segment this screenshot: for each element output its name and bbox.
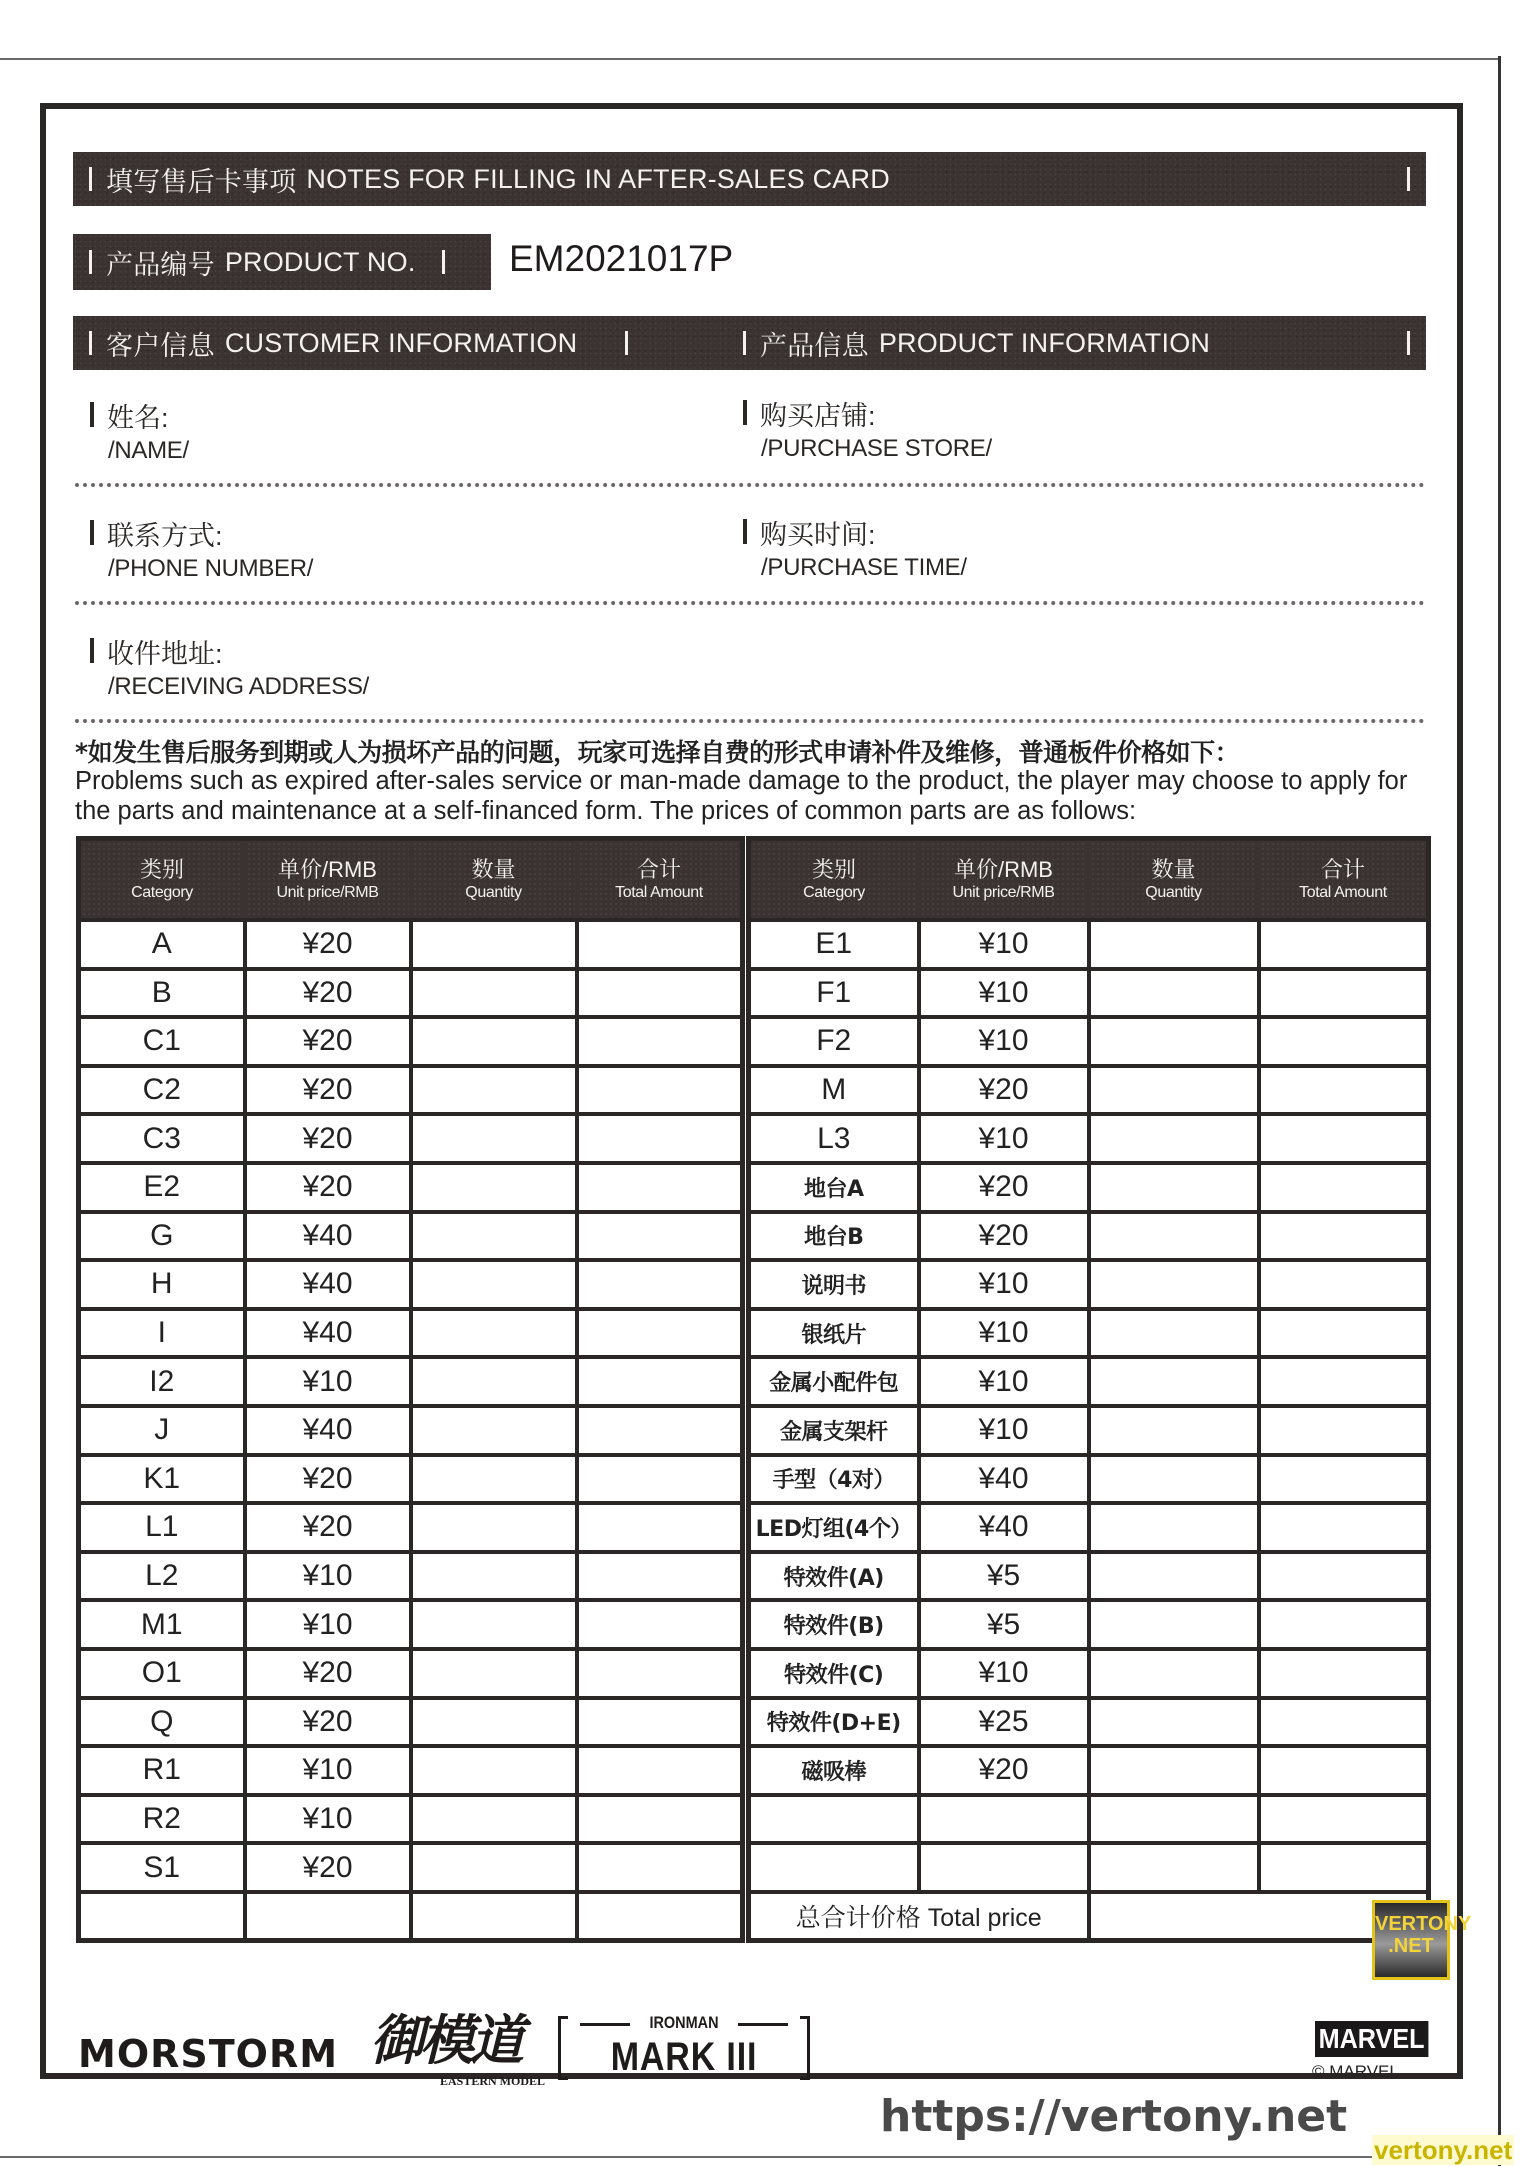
column-header: [919, 839, 1089, 921]
unit-price-cell: ¥10: [919, 969, 1089, 1018]
address-label-en: /RECEIVING ADDRESS/: [108, 673, 370, 700]
phone-label-en: /PHONE NUMBER/: [108, 555, 314, 582]
quantity-input-cell[interactable]: [1089, 1600, 1259, 1649]
table-row: [79, 1843, 743, 1892]
table-row: [749, 1698, 1429, 1747]
disclaimer-en: Problems such as expired after-sales service or man-made damage to the product, the player may choose to apply for the parts and maintenance at a self-financed form. The prices of common parts are as follows:: [75, 767, 1408, 825]
total-amount-cell[interactable]: [577, 920, 743, 969]
quantity-input-cell[interactable]: [1089, 1746, 1259, 1795]
quantity-input-cell[interactable]: [411, 1892, 577, 1941]
unit-price-cell: ¥10: [919, 1357, 1089, 1406]
table-row: [79, 1455, 743, 1504]
unit-price-cell: ¥10: [919, 1406, 1089, 1455]
product-no-label-bar: [73, 234, 491, 290]
unit-price-cell: ¥20: [919, 1746, 1089, 1795]
category-cell: A: [79, 920, 245, 969]
unit-price-cell: ¥20: [245, 1843, 411, 1892]
column-header-en: Category: [131, 883, 193, 901]
field-marker: [743, 400, 747, 425]
total-amount-cell[interactable]: [1259, 1552, 1429, 1601]
unit-price-cell: ¥20: [245, 920, 411, 969]
total-amount-cell[interactable]: [577, 1649, 743, 1698]
category-cell: L1: [79, 1503, 245, 1552]
total-amount-cell[interactable]: [577, 1114, 743, 1163]
total-amount-cell[interactable]: [1259, 1017, 1429, 1066]
unit-price-cell: ¥40: [245, 1260, 411, 1309]
total-amount-cell[interactable]: [1259, 1698, 1429, 1747]
quantity-input-cell[interactable]: [1089, 1260, 1259, 1309]
category-cell: K1: [79, 1455, 245, 1504]
unit-price-cell: ¥10: [245, 1795, 411, 1844]
category-cell: 特效件(A): [749, 1552, 919, 1601]
category-cell: J: [79, 1406, 245, 1455]
time-label-en: /PURCHASE TIME/: [761, 554, 967, 581]
total-amount-cell[interactable]: [577, 1600, 743, 1649]
quantity-input-cell[interactable]: [411, 1795, 577, 1844]
dotted-divider: [75, 601, 1425, 605]
table-row: [79, 1114, 743, 1163]
column-header-zh: 类别: [139, 856, 184, 882]
category-cell: M: [749, 1066, 919, 1115]
unit-price-cell: ¥20: [245, 1163, 411, 1212]
category-cell: 特效件(B): [749, 1600, 919, 1649]
table-row: [749, 1017, 1429, 1066]
table-row: [79, 1066, 743, 1115]
unit-price-cell: ¥20: [919, 1163, 1089, 1212]
category-cell: [79, 1892, 245, 1941]
category-cell: 特效件(C): [749, 1649, 919, 1698]
quantity-input-cell[interactable]: [411, 1066, 577, 1115]
total-amount-cell[interactable]: [1259, 1455, 1429, 1504]
dotted-divider: [75, 483, 1425, 487]
unit-price-cell: ¥20: [245, 1649, 411, 1698]
unit-price-cell: ¥40: [245, 1212, 411, 1261]
category-cell: 地台A: [749, 1163, 919, 1212]
column-header-en: Total Amount: [615, 883, 703, 901]
table-row: [79, 1746, 743, 1795]
product-no-label-zh: 产品编号: [106, 249, 215, 280]
store-label-en: /PURCHASE STORE/: [761, 435, 992, 462]
column-header: [749, 839, 919, 921]
quantity-input-cell[interactable]: [1089, 1212, 1259, 1261]
unit-price-cell: ¥40: [245, 1406, 411, 1455]
table-row: [79, 1406, 743, 1455]
unit-price-cell: ¥10: [245, 1746, 411, 1795]
quantity-input-cell[interactable]: [411, 1017, 577, 1066]
category-cell: C1: [79, 1017, 245, 1066]
total-amount-cell[interactable]: [1259, 1503, 1429, 1552]
category-cell: 金属支架杆: [749, 1406, 919, 1455]
table-row: [79, 1552, 743, 1601]
vertony-badge: VERTONY .NET: [1372, 1900, 1450, 1980]
quantity-input-cell[interactable]: [1089, 1406, 1259, 1455]
product-no-label-en: PRODUCT NO.: [224, 246, 416, 277]
unit-price-cell: ¥40: [919, 1455, 1089, 1504]
total-amount-cell[interactable]: [1259, 1600, 1429, 1649]
quantity-input-cell[interactable]: [411, 1698, 577, 1747]
category-cell: R2: [79, 1795, 245, 1844]
column-header-zh: 数量: [1151, 856, 1196, 882]
unit-price-cell: ¥10: [919, 920, 1089, 969]
total-amount-cell[interactable]: [577, 1066, 743, 1115]
table-row: [79, 1698, 743, 1747]
bar-divider: [743, 331, 746, 355]
category-cell: 金属小配件包: [749, 1357, 919, 1406]
eastern-model-cn: 御模道: [370, 2008, 520, 2072]
bar-divider: [1407, 331, 1410, 355]
unit-price-cell: ¥5: [919, 1600, 1089, 1649]
table-row: [749, 1503, 1429, 1552]
quantity-input-cell[interactable]: [411, 1309, 577, 1358]
total-amount-cell[interactable]: [577, 1892, 743, 1941]
column-header-en: Total Amount: [1299, 883, 1387, 901]
bar-divider: [625, 331, 628, 355]
unit-price-cell: ¥10: [919, 1260, 1089, 1309]
column-header-zh: 合计: [1320, 856, 1365, 882]
quantity-input-cell[interactable]: [1089, 1843, 1259, 1892]
quantity-input-cell[interactable]: [1089, 1357, 1259, 1406]
unit-price-cell: [245, 1892, 411, 1941]
bracket-left: [558, 2016, 568, 2080]
total-amount-cell[interactable]: [577, 1455, 743, 1504]
title-zh: 填写售后卡事项: [106, 166, 297, 197]
total-amount-cell[interactable]: [577, 1163, 743, 1212]
quantity-input-cell[interactable]: [411, 1114, 577, 1163]
column-header: [1259, 839, 1429, 921]
unit-price-cell: ¥20: [245, 1066, 411, 1115]
category-cell: S1: [79, 1843, 245, 1892]
table-header-row: [79, 839, 743, 921]
category-cell: L2: [79, 1552, 245, 1601]
dotted-divider: [75, 719, 1425, 723]
total-amount-cell[interactable]: [577, 1260, 743, 1309]
total-amount-cell[interactable]: [1259, 1746, 1429, 1795]
total-amount-cell[interactable]: [577, 1212, 743, 1261]
parts-price-table-left: [76, 836, 745, 1943]
total-amount-cell[interactable]: [1259, 1649, 1429, 1698]
bar-divider: [442, 250, 445, 274]
total-amount-cell[interactable]: [1259, 920, 1429, 969]
table-row: [749, 1114, 1429, 1163]
column-header-zh: 单价/RMB: [953, 856, 1053, 882]
total-amount-cell[interactable]: [1259, 1114, 1429, 1163]
bracket-right: [800, 2016, 810, 2080]
quantity-input-cell[interactable]: [411, 1455, 577, 1504]
title-bar: [73, 152, 1426, 206]
field-marker: [90, 520, 94, 545]
unit-price-cell: ¥20: [245, 969, 411, 1018]
customer-info-en: CUSTOMER INFORMATION: [224, 327, 578, 358]
watermark-url: https://vertony.net: [880, 2091, 1348, 2142]
unit-price-cell: ¥20: [245, 1114, 411, 1163]
total-amount-cell[interactable]: [1259, 1795, 1429, 1844]
unit-price-cell: ¥20: [919, 1212, 1089, 1261]
unit-price-cell: ¥40: [245, 1309, 411, 1358]
title-en: NOTES FOR FILLING IN AFTER-SALES CARD: [306, 163, 890, 194]
table-row: [749, 1455, 1429, 1504]
table-row: [79, 1163, 743, 1212]
quantity-input-cell[interactable]: [411, 1503, 577, 1552]
morstorm-logo: MORSTORM: [78, 2032, 339, 2076]
category-cell: L3: [749, 1114, 919, 1163]
category-cell: E1: [749, 920, 919, 969]
marvel-copyright: © MARVEL: [1312, 2062, 1399, 2081]
category-cell: 银纸片: [749, 1309, 919, 1358]
quantity-input-cell[interactable]: [1089, 1698, 1259, 1747]
quantity-input-cell[interactable]: [1089, 1017, 1259, 1066]
disclaimer-zh: *如发生售后服务到期或人为损坏产品的问题，玩家可选择自费的形式申请补件及维修，普通板件价格如下：: [75, 738, 1240, 767]
quantity-input-cell[interactable]: [411, 969, 577, 1018]
page-edge: [1498, 56, 1501, 2166]
watermark-site: vertony.net: [1374, 2135, 1513, 2165]
category-cell: Q: [79, 1698, 245, 1747]
column-header: [79, 839, 245, 921]
total-amount-cell[interactable]: [1259, 1212, 1429, 1261]
category-cell: 地台B: [749, 1212, 919, 1261]
bar-divider: [89, 331, 92, 355]
table-row: [79, 969, 743, 1018]
category-cell: 特效件(D+E): [749, 1698, 919, 1747]
quantity-input-cell[interactable]: [411, 1260, 577, 1309]
unit-price-cell: ¥5: [919, 1552, 1089, 1601]
table-row: [749, 1066, 1429, 1115]
table-row: [749, 1309, 1429, 1358]
category-cell: M1: [79, 1600, 245, 1649]
field-marker: [90, 638, 94, 663]
column-header-zh: 合计: [636, 856, 681, 882]
total-amount-cell[interactable]: [1259, 1309, 1429, 1358]
product-info-en: PRODUCT INFORMATION: [878, 327, 1211, 358]
unit-price-cell: ¥10: [919, 1309, 1089, 1358]
table-row: [79, 1892, 743, 1941]
total-amount-cell[interactable]: [577, 1017, 743, 1066]
quantity-input-cell[interactable]: [1089, 1163, 1259, 1212]
column-header: [577, 839, 743, 921]
category-cell: H: [79, 1260, 245, 1309]
ironman-mark-iii-logo: [558, 2012, 810, 2087]
total-amount-cell[interactable]: [577, 1406, 743, 1455]
column-header-en: Quantity: [465, 883, 522, 901]
table-row: [79, 1357, 743, 1406]
table-row: [749, 1163, 1429, 1212]
table-row: [79, 1503, 743, 1552]
category-cell: I: [79, 1309, 245, 1358]
table-row: [749, 1212, 1429, 1261]
table-row: [749, 1552, 1429, 1601]
column-header-en: Unit price/RMB: [952, 883, 1055, 901]
parts-price-table-right: [746, 836, 1431, 1943]
category-cell: R1: [79, 1746, 245, 1795]
quantity-input-cell[interactable]: [1089, 969, 1259, 1018]
table-row: [749, 1649, 1429, 1698]
table-row: [749, 1795, 1429, 1844]
quantity-input-cell[interactable]: [1089, 1795, 1259, 1844]
table-row: [749, 1746, 1429, 1795]
quantity-input-cell[interactable]: [1089, 920, 1259, 969]
total-amount-cell[interactable]: [577, 1357, 743, 1406]
total-amount-cell[interactable]: [577, 1503, 743, 1552]
category-cell: E2: [79, 1163, 245, 1212]
name-label-zh: 姓名:: [107, 403, 169, 433]
unit-price-cell: [919, 1795, 1089, 1844]
unit-price-cell: ¥10: [245, 1357, 411, 1406]
quantity-input-cell[interactable]: [411, 1746, 577, 1795]
category-cell: F2: [749, 1017, 919, 1066]
quantity-input-cell[interactable]: [1089, 1649, 1259, 1698]
unit-price-cell: [919, 1843, 1089, 1892]
column-header-en: Quantity: [1145, 883, 1202, 901]
table-row: [79, 1649, 743, 1698]
total-amount-cell[interactable]: [577, 969, 743, 1018]
unit-price-cell: ¥20: [919, 1066, 1089, 1115]
table-row: [749, 1600, 1429, 1649]
total-amount-cell[interactable]: [1259, 1406, 1429, 1455]
total-amount-cell[interactable]: [577, 1843, 743, 1892]
quantity-input-cell[interactable]: [1089, 1066, 1259, 1115]
table-row: [79, 1600, 743, 1649]
total-amount-cell[interactable]: [1259, 1260, 1429, 1309]
total-amount-cell[interactable]: [577, 1552, 743, 1601]
quantity-input-cell[interactable]: [1089, 1552, 1259, 1601]
total-amount-cell[interactable]: [577, 1795, 743, 1844]
quantity-input-cell[interactable]: [411, 920, 577, 969]
total-amount-cell[interactable]: [1259, 1163, 1429, 1212]
unit-price-cell: ¥20: [245, 1017, 411, 1066]
eastern-model-logo: [370, 2010, 545, 2090]
column-header-en: Category: [803, 883, 865, 901]
info-section-bar: [73, 316, 1426, 370]
address-label-zh: 收件地址:: [107, 639, 223, 669]
table-row: [79, 1212, 743, 1261]
total-amount-cell[interactable]: [577, 1309, 743, 1358]
unit-price-cell: ¥10: [245, 1552, 411, 1601]
ironman-text: IRONMAN: [649, 2013, 719, 2032]
quantity-input-cell[interactable]: [411, 1357, 577, 1406]
quantity-input-cell[interactable]: [411, 1649, 577, 1698]
category-cell: 磁吸棒: [749, 1746, 919, 1795]
unit-price-cell: ¥20: [245, 1455, 411, 1504]
quantity-input-cell[interactable]: [1089, 1309, 1259, 1358]
unit-price-cell: ¥10: [245, 1600, 411, 1649]
total-amount-cell[interactable]: [577, 1746, 743, 1795]
category-cell: F1: [749, 969, 919, 1018]
total-amount-cell[interactable]: [1259, 1843, 1429, 1892]
quantity-input-cell[interactable]: [1089, 1455, 1259, 1504]
product-no-value: EM2021017P: [509, 238, 734, 279]
total-amount-cell[interactable]: [1259, 1357, 1429, 1406]
quantity-input-cell[interactable]: [411, 1843, 577, 1892]
table-row: [79, 1260, 743, 1309]
total-price-label: 总合计价格 Total price: [749, 1892, 1089, 1941]
unit-price-cell: ¥10: [919, 1649, 1089, 1698]
quantity-input-cell[interactable]: [411, 1163, 577, 1212]
column-header-zh: 单价/RMB: [277, 856, 377, 882]
category-cell: O1: [79, 1649, 245, 1698]
table-row: [749, 1406, 1429, 1455]
quantity-input-cell[interactable]: [1089, 1503, 1259, 1552]
unit-price-cell: ¥20: [245, 1698, 411, 1747]
unit-price-cell: ¥10: [919, 1017, 1089, 1066]
table-row: [79, 920, 743, 969]
unit-price-cell: ¥10: [919, 1114, 1089, 1163]
quantity-input-cell[interactable]: [411, 1600, 577, 1649]
column-header-zh: 类别: [811, 856, 856, 882]
marvel-logo: MARVEL: [1315, 2021, 1428, 2057]
category-cell: C2: [79, 1066, 245, 1115]
mark-iii-text: MARK III: [610, 2035, 758, 2079]
total-amount-cell[interactable]: [1259, 1066, 1429, 1115]
logo-rule: [738, 2023, 788, 2026]
table-row: [749, 920, 1429, 969]
table-row: [749, 969, 1429, 1018]
field-marker: [90, 402, 94, 427]
eastern-model-en: EASTERN MODEL: [439, 2074, 545, 2088]
store-label-zh: 购买店铺:: [760, 401, 876, 431]
category-cell: 说明书: [749, 1260, 919, 1309]
column-header-en: Unit price/RMB: [276, 883, 379, 901]
quantity-input-cell[interactable]: [411, 1552, 577, 1601]
quantity-input-cell[interactable]: [1089, 1114, 1259, 1163]
quantity-input-cell[interactable]: [411, 1406, 577, 1455]
bar-divider: [89, 250, 92, 274]
table-row: [79, 1795, 743, 1844]
product-info-heading: [743, 316, 1210, 370]
unit-price-cell: ¥20: [245, 1503, 411, 1552]
product-info-zh: 产品信息: [760, 330, 869, 361]
customer-info-zh: 客户信息: [106, 330, 215, 361]
time-label-zh: 购买时间:: [760, 520, 876, 550]
total-amount-cell[interactable]: [577, 1698, 743, 1747]
column-header: [245, 839, 411, 921]
total-price-row: [749, 1892, 1429, 1941]
category-cell: LED灯组(4个）: [749, 1503, 919, 1552]
category-cell: C3: [79, 1114, 245, 1163]
category-cell: [749, 1843, 919, 1892]
table-header-row: [749, 839, 1429, 921]
column-header: [1089, 839, 1259, 921]
phone-label-zh: 联系方式:: [107, 521, 223, 551]
quantity-input-cell[interactable]: [411, 1212, 577, 1261]
bar-divider: [1407, 167, 1410, 191]
table-row: [79, 1017, 743, 1066]
category-cell: I2: [79, 1357, 245, 1406]
category-cell: B: [79, 969, 245, 1018]
total-amount-cell[interactable]: [1259, 969, 1429, 1018]
table-row: [749, 1357, 1429, 1406]
table-row: [79, 1309, 743, 1358]
table-row: [749, 1260, 1429, 1309]
category-cell: 手型（4对）: [749, 1455, 919, 1504]
unit-price-cell: ¥40: [919, 1503, 1089, 1552]
field-marker: [743, 519, 747, 544]
name-label-en: /NAME/: [108, 437, 189, 464]
column-header: [411, 839, 577, 921]
bar-divider: [89, 167, 92, 191]
unit-price-cell: ¥25: [919, 1698, 1089, 1747]
category-cell: G: [79, 1212, 245, 1261]
category-cell: [749, 1795, 919, 1844]
table-row: [749, 1843, 1429, 1892]
column-header-zh: 数量: [471, 856, 516, 882]
